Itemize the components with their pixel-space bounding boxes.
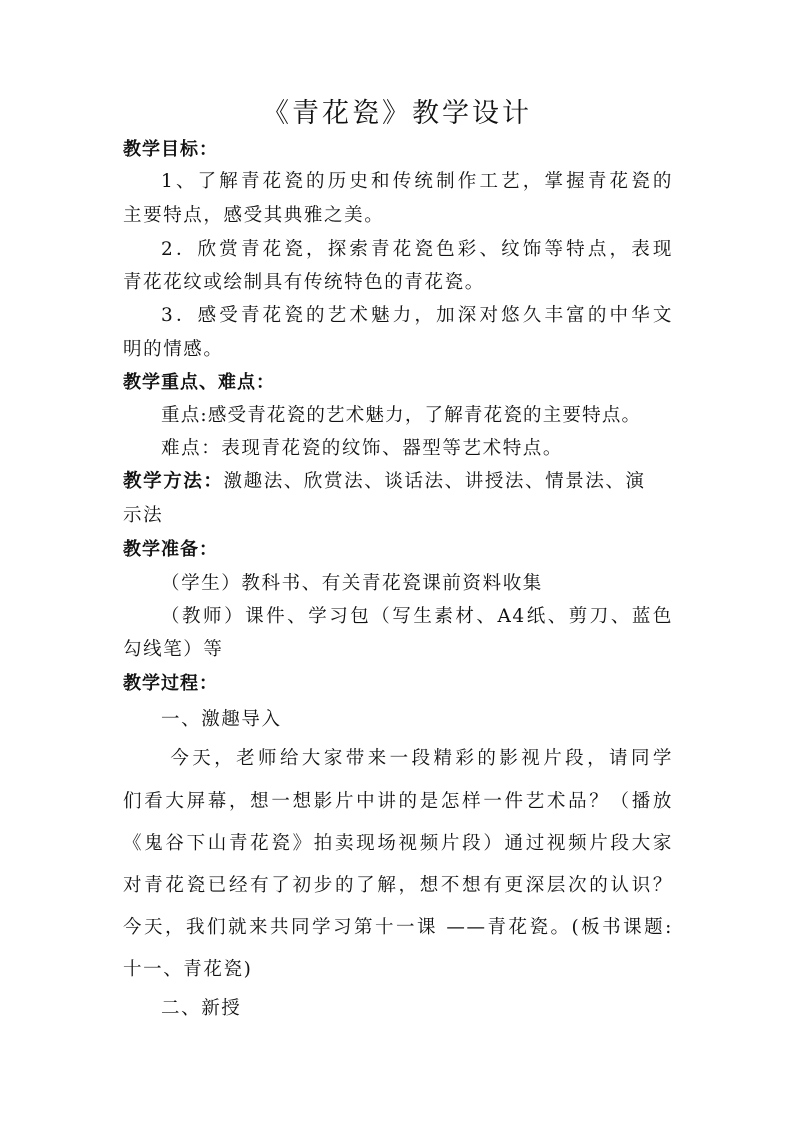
objectives-line-2: 主要特点，感受其典雅之美。 bbox=[123, 205, 385, 226]
preparation-heading: 教学准备： bbox=[123, 539, 218, 560]
process-paragraph-line-2: 们看大屏幕，想一想影片中讲的是怎样一件艺术品？（播放 bbox=[123, 791, 673, 812]
process-heading: 教学过程： bbox=[123, 673, 218, 694]
preparation-line-3: 勾线笔）等 bbox=[123, 639, 224, 660]
document-title: 《青花瓷》教学设计 bbox=[262, 98, 532, 129]
process-paragraph-line-4: 对青花瓷已经有了初步的了解，想不想有更深层次的认识？ bbox=[123, 875, 673, 896]
process-paragraph-line-1: 今天，老师给大家带来一段精彩的影视片段，请同学 bbox=[161, 748, 673, 769]
process-step-2: 二、新授 bbox=[161, 998, 242, 1019]
key-point-line: 重点:感受青花瓷的艺术魅力，了解青花瓷的主要特点。 bbox=[161, 405, 642, 426]
objectives-line-1: 1、了解青花瓷的历史和传统制作工艺，掌握青花瓷的 bbox=[161, 171, 673, 192]
methods-heading: 教学方法： bbox=[123, 471, 224, 492]
methods-continued: 示法 bbox=[123, 505, 164, 526]
difficulty-line: 难点：表现青花瓷的纹饰、器型等艺术特点。 bbox=[161, 438, 564, 459]
objectives-line-3: 2．欣赏青花瓷，探索青花瓷色彩、纹饰等特点，表现 bbox=[161, 239, 673, 260]
objectives-line-5: 3．感受青花瓷的艺术魅力，加深对悠久丰富的中华文 bbox=[161, 305, 673, 326]
methods-text: 激趣法、欣赏法、谈话法、讲授法、情景法、演 bbox=[223, 471, 646, 492]
process-step-1: 一、激趣导入 bbox=[161, 709, 282, 730]
methods-line bbox=[123, 469, 673, 495]
preparation-line-2: （教师）课件、学习包（写生素材、A4纸、剪刀、蓝色 bbox=[161, 606, 673, 627]
objectives-line-4: 青花花纹或绘制具有传统特色的青花瓷。 bbox=[123, 272, 485, 293]
objectives-heading: 教学目标： bbox=[123, 139, 218, 160]
process-paragraph-line-6: 十一、青花瓷) bbox=[123, 959, 253, 980]
preparation-line-1: （学生）教科书、有关青花瓷课前资料收集 bbox=[161, 573, 543, 594]
objectives-line-6: 明的情感。 bbox=[123, 339, 224, 360]
key-points-heading: 教学重点、难点： bbox=[123, 372, 275, 393]
process-paragraph-line-3: 《鬼谷下山青花瓷》拍卖现场视频片段）通过视频片段大家 bbox=[123, 833, 673, 854]
process-paragraph-line-5: 今天，我们就来共同学习第十一课 ——青花瓷。(板书课题: bbox=[123, 917, 673, 938]
